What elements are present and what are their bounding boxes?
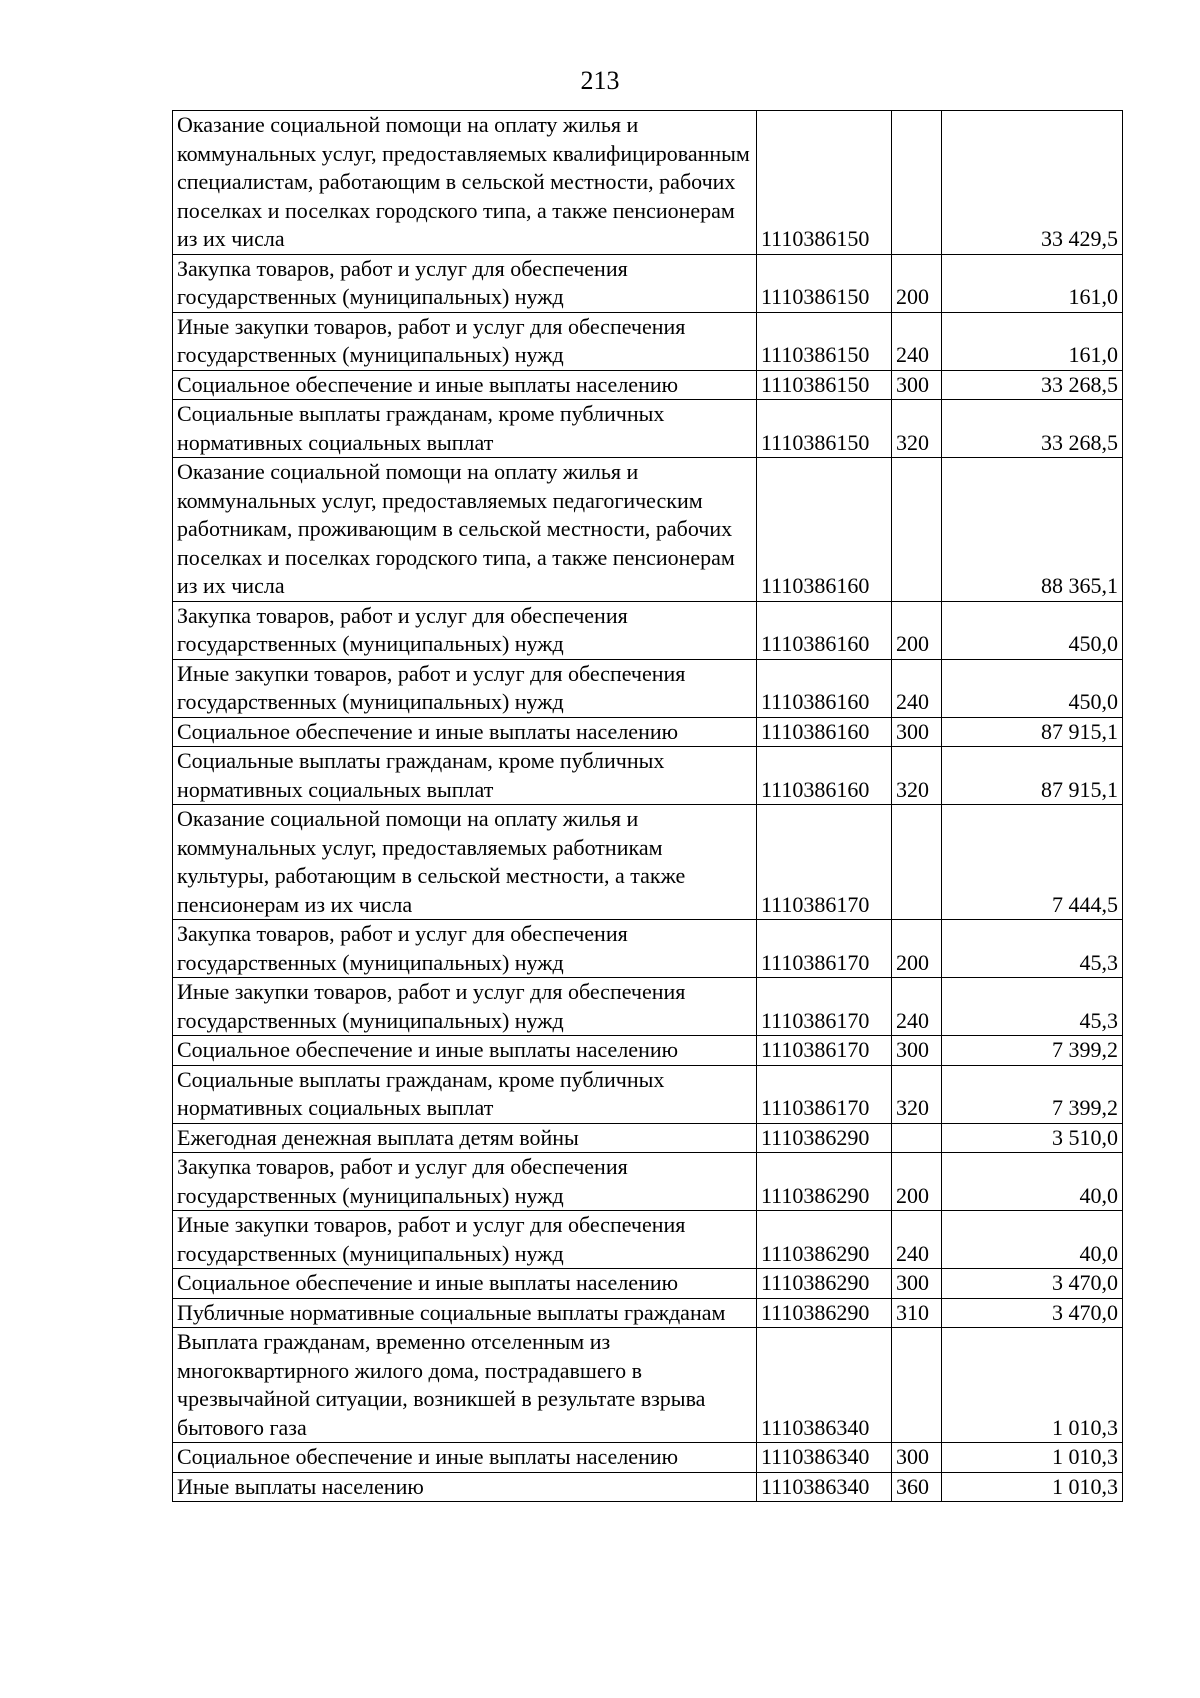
row-amount: 33 268,5 (942, 370, 1123, 400)
table-row (173, 747, 1123, 805)
row-name: Социальное обеспечение и иные выплаты населению (173, 370, 757, 400)
row-amount: 45,3 (942, 920, 1123, 978)
row-name: Закупка товаров, работ и услуг для обеспечения государственных (муниципальных) нужд (173, 920, 757, 978)
budget-table-body (173, 111, 1123, 1502)
row-amount: 450,0 (942, 601, 1123, 659)
row-amount: 450,0 (942, 659, 1123, 717)
table-row (173, 1328, 1123, 1443)
row-code: 1110386340 (757, 1472, 892, 1502)
row-expense-type: 200 (892, 254, 942, 312)
row-expense-type: 240 (892, 659, 942, 717)
table-row (173, 1065, 1123, 1123)
row-name: Иные закупки товаров, работ и услуг для обеспечения государственных (муниципальных) нужд (173, 659, 757, 717)
row-name: Социальное обеспечение и иные выплаты населению (173, 1443, 757, 1473)
row-code: 1110386160 (757, 747, 892, 805)
table-row (173, 978, 1123, 1036)
row-amount: 7 444,5 (942, 805, 1123, 920)
row-name: Иные закупки товаров, работ и услуг для обеспечения государственных (муниципальных) нужд (173, 312, 757, 370)
row-amount: 45,3 (942, 978, 1123, 1036)
budget-table (172, 110, 1123, 1502)
row-name: Иные закупки товаров, работ и услуг для обеспечения государственных (муниципальных) нужд (173, 1211, 757, 1269)
row-code: 1110386170 (757, 920, 892, 978)
table-row (173, 920, 1123, 978)
row-amount: 161,0 (942, 312, 1123, 370)
row-name: Социальные выплаты гражданам, кроме публичных нормативных социальных выплат (173, 400, 757, 458)
row-code: 1110386170 (757, 805, 892, 920)
table-row (173, 1298, 1123, 1328)
row-amount: 3 510,0 (942, 1123, 1123, 1153)
table-row (173, 254, 1123, 312)
table-row (173, 659, 1123, 717)
row-code: 1110386170 (757, 978, 892, 1036)
table-row (173, 805, 1123, 920)
row-code: 1110386290 (757, 1123, 892, 1153)
row-expense-type: 320 (892, 747, 942, 805)
row-code: 1110386160 (757, 717, 892, 747)
row-name: Социальное обеспечение и иные выплаты населению (173, 717, 757, 747)
row-expense-type: 240 (892, 312, 942, 370)
table-row (173, 1472, 1123, 1502)
row-name: Оказание социальной помощи на оплату жилья и коммунальных услуг, предоставляемых квалифицированным специалистам, работающим в сельской местности, рабочих поселках и поселках городского типа, а также пенсионерам из их числа (173, 111, 757, 255)
row-amount: 161,0 (942, 254, 1123, 312)
row-amount: 1 010,3 (942, 1328, 1123, 1443)
row-expense-type: 300 (892, 717, 942, 747)
row-expense-type: 200 (892, 920, 942, 978)
table-row (173, 111, 1123, 255)
row-name: Иные выплаты населению (173, 1472, 757, 1502)
row-amount: 40,0 (942, 1153, 1123, 1211)
row-name: Выплата гражданам, временно отселенным из многоквартирного жилого дома, пострадавшего в чрезвычайной ситуации, возникшей в результате взрыва бытового газа (173, 1328, 757, 1443)
row-code: 1110386150 (757, 370, 892, 400)
row-code: 1110386170 (757, 1065, 892, 1123)
row-name: Закупка товаров, работ и услуг для обеспечения государственных (муниципальных) нужд (173, 1153, 757, 1211)
row-name: Закупка товаров, работ и услуг для обеспечения государственных (муниципальных) нужд (173, 601, 757, 659)
row-code: 1110386160 (757, 601, 892, 659)
row-code: 1110386160 (757, 458, 892, 602)
row-name: Социальное обеспечение и иные выплаты населению (173, 1269, 757, 1299)
row-expense-type: 310 (892, 1298, 942, 1328)
row-code: 1110386150 (757, 254, 892, 312)
row-name: Иные закупки товаров, работ и услуг для обеспечения государственных (муниципальных) нужд (173, 978, 757, 1036)
row-expense-type: 300 (892, 1443, 942, 1473)
table-row (173, 1153, 1123, 1211)
row-amount: 7 399,2 (942, 1065, 1123, 1123)
table-row (173, 400, 1123, 458)
table-row (173, 1036, 1123, 1066)
row-code: 1110386290 (757, 1153, 892, 1211)
row-name: Закупка товаров, работ и услуг для обеспечения государственных (муниципальных) нужд (173, 254, 757, 312)
table-row (173, 601, 1123, 659)
row-code: 1110386170 (757, 1036, 892, 1066)
row-code: 1110386290 (757, 1269, 892, 1299)
table-row (173, 458, 1123, 602)
row-code: 1110386150 (757, 111, 892, 255)
row-code: 1110386290 (757, 1298, 892, 1328)
row-name: Оказание социальной помощи на оплату жилья и коммунальных услуг, предоставляемых работникам культуры, работающим в сельской местности, а также пенсионерам из их числа (173, 805, 757, 920)
row-amount: 87 915,1 (942, 717, 1123, 747)
row-name: Социальные выплаты гражданам, кроме публичных нормативных социальных выплат (173, 1065, 757, 1123)
row-expense-type: 320 (892, 400, 942, 458)
row-expense-type: 300 (892, 370, 942, 400)
row-name: Публичные нормативные социальные выплаты гражданам (173, 1298, 757, 1328)
row-amount: 1 010,3 (942, 1443, 1123, 1473)
row-expense-type (892, 111, 942, 255)
row-expense-type: 360 (892, 1472, 942, 1502)
row-name: Социальное обеспечение и иные выплаты населению (173, 1036, 757, 1066)
table-row (173, 370, 1123, 400)
row-amount: 3 470,0 (942, 1298, 1123, 1328)
row-code: 1110386340 (757, 1443, 892, 1473)
table-row (173, 312, 1123, 370)
row-code: 1110386290 (757, 1211, 892, 1269)
row-expense-type: 240 (892, 1211, 942, 1269)
row-expense-type (892, 1328, 942, 1443)
row-amount: 7 399,2 (942, 1036, 1123, 1066)
row-amount: 33 268,5 (942, 400, 1123, 458)
row-amount: 88 365,1 (942, 458, 1123, 602)
table-row (173, 1443, 1123, 1473)
row-amount: 1 010,3 (942, 1472, 1123, 1502)
row-expense-type (892, 458, 942, 602)
row-expense-type: 320 (892, 1065, 942, 1123)
table-row (173, 1211, 1123, 1269)
row-code: 1110386160 (757, 659, 892, 717)
page-number: 213 (580, 66, 620, 95)
row-name: Ежегодная денежная выплата детям войны (173, 1123, 757, 1153)
row-amount: 40,0 (942, 1211, 1123, 1269)
row-amount: 87 915,1 (942, 747, 1123, 805)
row-name: Социальные выплаты гражданам, кроме публичных нормативных социальных выплат (173, 747, 757, 805)
row-code: 1110386150 (757, 400, 892, 458)
table-row (173, 717, 1123, 747)
row-amount: 3 470,0 (942, 1269, 1123, 1299)
row-expense-type: 300 (892, 1269, 942, 1299)
row-code: 1110386340 (757, 1328, 892, 1443)
row-expense-type (892, 805, 942, 920)
row-expense-type: 300 (892, 1036, 942, 1066)
row-code: 1110386150 (757, 312, 892, 370)
row-expense-type (892, 1123, 942, 1153)
row-expense-type: 200 (892, 1153, 942, 1211)
table-row (173, 1269, 1123, 1299)
row-expense-type: 240 (892, 978, 942, 1036)
row-amount: 33 429,5 (942, 111, 1123, 255)
table-row (173, 1123, 1123, 1153)
row-name: Оказание социальной помощи на оплату жилья и коммунальных услуг, предоставляемых педагогическим работникам, проживающим в сельской местности, рабочих поселках и поселках городского типа, а также пенсионерам из их числа (173, 458, 757, 602)
row-expense-type: 200 (892, 601, 942, 659)
